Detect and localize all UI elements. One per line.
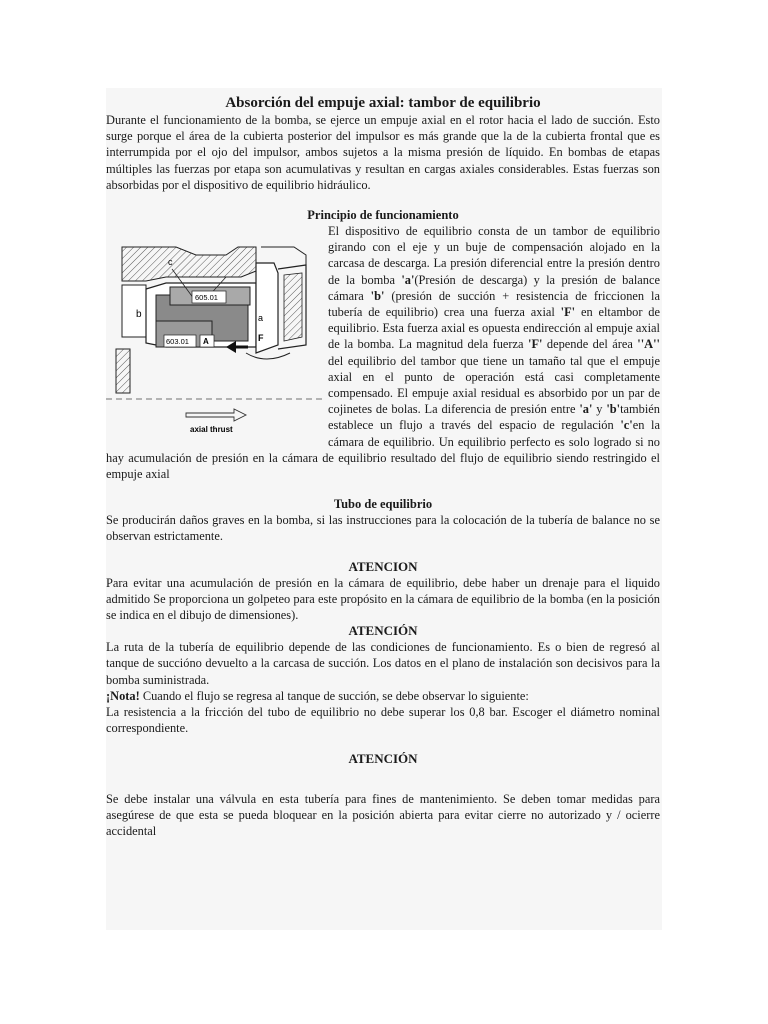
intro-paragraph: Durante el funcionamiento de la bomba, se ejerce un empuje axial en el rotor hacia el lado de succión. Esto surge porque el área de la cubierta posterior del impulsor es más grande que la de la cubierta frontal que es interrumpida por el ojo del impulsor, ambos sujetos a la misma presión de líquido. En bombas de etapas múltiples las fuerzas por etapa son acumulativas y resultan en cargas axiales considerables. Estas fuerzas son absorbidas por el dispositivo de equilibrio hidráulico. [106,113,660,192]
tube-paragraph: Se producirán daños graves en la bomba, si las instrucciones para la colocación de la tubería de balance no se observan estrictamente. [106,513,660,544]
label-a: a [258,313,264,324]
attention-paragraph-2: La ruta de la tubería de equilibrio depende de las condiciones de funcionamiento. Es o bien de regresó al tanque de succióno devuelto a la carcasa de succión. Los datos en el plano de instalación son decisivos para la bomba suministrada. [106,640,660,687]
label-part-603: 603.01 [166,337,189,347]
attention-paragraph-1: Para evitar una acumulación de presión en la cámara de equilibrio, debe haber un drenaje para el liquido admitido Se proporciona un golpeteo para este propósito en la cámara de equilibrio de la bomba (en la posición se indica en el dibujo de dimensiones). [106,575,660,623]
balance-drum-figure [106,225,322,437]
tube-heading: Tubo de equilibrio [333,497,433,512]
attention-heading-2: ATENCIÓN [348,623,418,639]
label-axial-thrust: axial thrust [190,425,233,435]
attention-paragraph-3: Se debe instalar una válvula en esta tubería para fines de mantenimiento. Se deben tomar medidas para asegúrese de que esta se pueda bloquear en la posición abierta para evitar cierre no autorizado y / ocierre accidental [106,791,660,838]
balance-drum-diagram [106,225,322,437]
document-content [106,94,660,839]
label-b: b [136,309,142,321]
note-label: ¡Nota! [106,688,140,703]
note-paragraph [106,688,660,704]
attention-heading-1: ATENCION [348,558,418,574]
label-F: F [258,333,264,344]
principle-heading: Principio de funcionamiento [307,208,459,223]
label-A: A [203,337,209,347]
note-followup-paragraph: La resistencia a la fricción del tubo de equilibrio no debe superar los 0,8 bar. Escoger el diámetro nominal correspondiente. [106,705,660,736]
attention-heading-3: ATENCIÓN [348,750,418,766]
note-text: Cuando el flujo se regresa al tanque de succión, se debe observar lo siguiente: [139,688,529,703]
principle-paragraph: El dispositivo de equilibrio consta de un tambor de equilibrio girando con el eje y un buje de compensación alojado en la carcasa de descarga. La presión diferencial entre la presión dentro de la bomba 'a'(Presión de descarga) y la presión de balance cámara 'b' (presión de succión + resistencia de friccionen la tubería de equilibrio) crea una fuerza axial 'F' en eltambor de equilibrio. Esta fuerza axial es opuesta endirección al empuje axial de la bomba. La magnitud dela fuerza 'F' depende del área ''A'' del equilibrio del tambor que tiene un tamaño tal que el empuje axial en el punto de operación está casi completamente compensado. El empuje axial residual es absorbido por un par de cojinetes de bolas. La diferencia de presión entre 'a' y 'b'también establece un flujo a través del espacio de regulación 'c'en la cámara de equilibrio. Un equilibrio perfecto es solo logrado si no hay acumulación de presión en la cámara de equilibrio resultado del flujo de equilibrio siendo restringido el empuje axial [106,224,661,482]
label-part-605: 605.01 [195,293,218,303]
label-c: c [168,257,173,268]
page-title: Absorción del empuje axial: tambor de equilibrio [225,95,541,111]
document-page [106,88,662,930]
